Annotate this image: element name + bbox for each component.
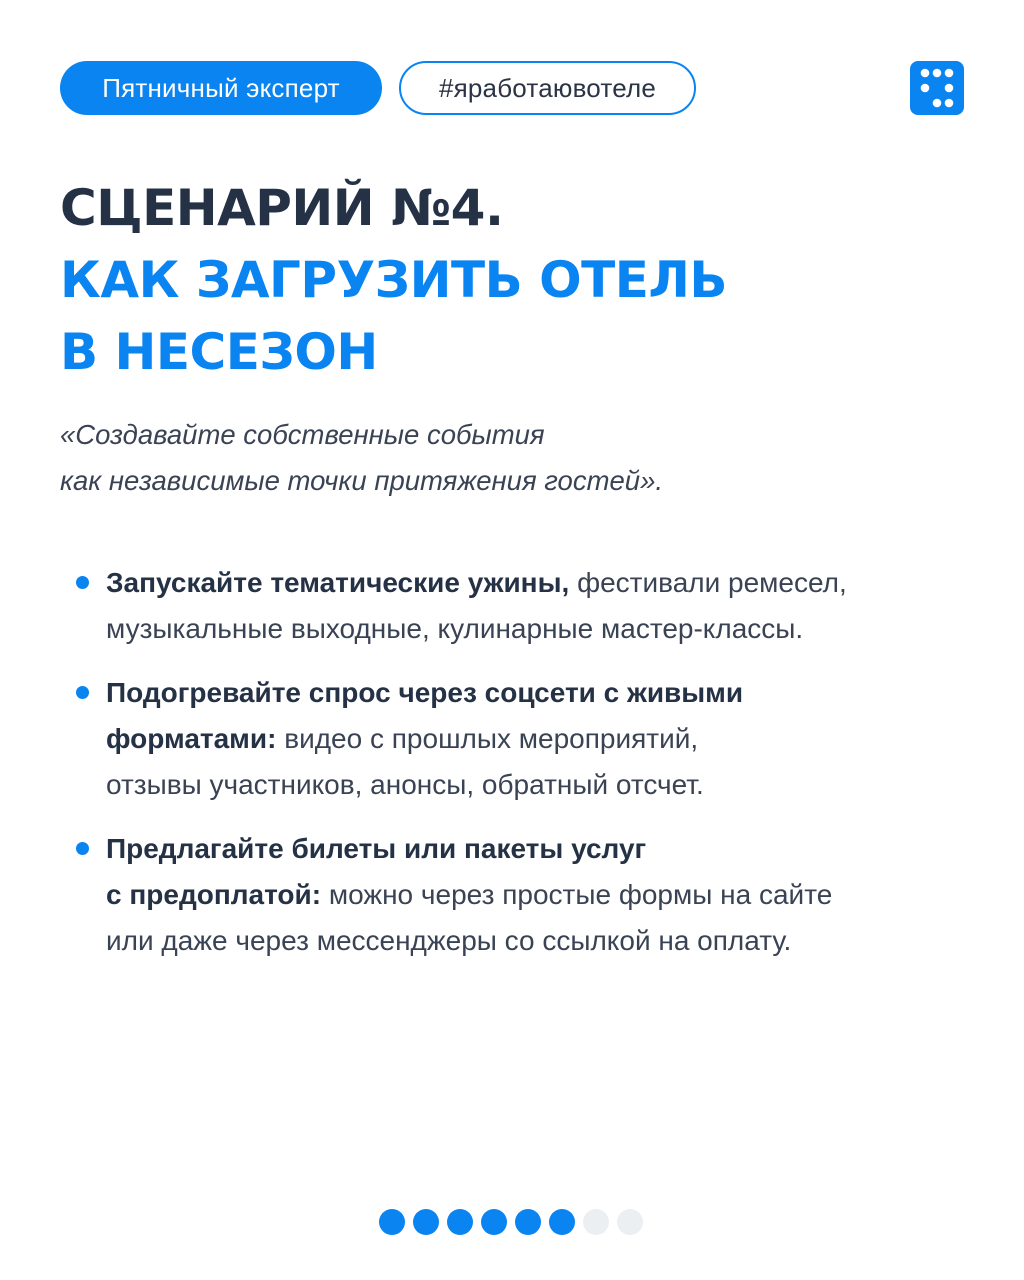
tag-hashtag-label: #яработаювотеле <box>438 72 657 103</box>
list-item-text: видео с прошлых мероприятий, <box>276 723 699 754</box>
pagination-dot[interactable] <box>583 1209 609 1235</box>
pagination-dot[interactable] <box>413 1209 439 1235</box>
pagination-dots <box>379 1209 643 1235</box>
list-item-bold: Предлагайте билеты или пакеты услуг <box>106 833 647 864</box>
title-scenario: СЦЕНАРИЙ №4. <box>60 179 504 237</box>
pagination-dot[interactable] <box>447 1209 473 1235</box>
quote-line-1: «Создавайте собственные события <box>60 419 545 450</box>
list-item <box>76 826 976 964</box>
pagination-dot[interactable] <box>481 1209 507 1235</box>
list-item-line <box>106 872 976 918</box>
tag-hashtag[interactable] <box>399 61 696 115</box>
title-line-2: КАК ЗАГРУЗИТЬ ОТЕЛЬ <box>60 251 728 309</box>
list-item-bold: Подогревайте спрос через соцсети с живыми <box>106 677 744 708</box>
list-item <box>76 670 976 808</box>
bullet-dot-icon <box>76 576 89 589</box>
title-line-3: В НЕСЕЗОН <box>60 323 378 381</box>
tips-list <box>76 560 976 982</box>
quote <box>60 412 663 504</box>
pagination-dot[interactable] <box>379 1209 405 1235</box>
list-item-line: отзывы участников, анонсы, обратный отсчет. <box>106 769 704 800</box>
bullet-dot-icon <box>76 686 89 699</box>
list-item-bold: с предоплатой: <box>106 879 322 910</box>
list-item-bold: форматами: <box>106 723 277 754</box>
list-item-text: можно через простые формы на сайте <box>321 879 833 910</box>
list-item-line <box>106 716 976 762</box>
list-item-line <box>106 560 976 606</box>
list-item-text: фестивали ремесел, <box>569 567 847 598</box>
list-item-line: или даже через мессенджеры со ссылкой на оплату. <box>106 925 792 956</box>
dice-logo-icon <box>910 61 964 115</box>
list-item-bold: Запускайте тематические ужины, <box>106 567 570 598</box>
pagination-dot[interactable] <box>515 1209 541 1235</box>
quote-line-2: как независимые точки притяжения гостей». <box>60 465 664 496</box>
pagination-dot[interactable] <box>617 1209 643 1235</box>
tag-friday-expert[interactable] <box>60 61 382 115</box>
page-title <box>60 172 727 388</box>
pagination-dot[interactable] <box>549 1209 575 1235</box>
tag-friday-expert-label: Пятничный эксперт <box>102 72 340 103</box>
bullet-dot-icon <box>76 842 89 855</box>
list-item <box>76 560 976 652</box>
list-item-line: музыкальные выходные, кулинарные мастер-классы. <box>106 613 804 644</box>
